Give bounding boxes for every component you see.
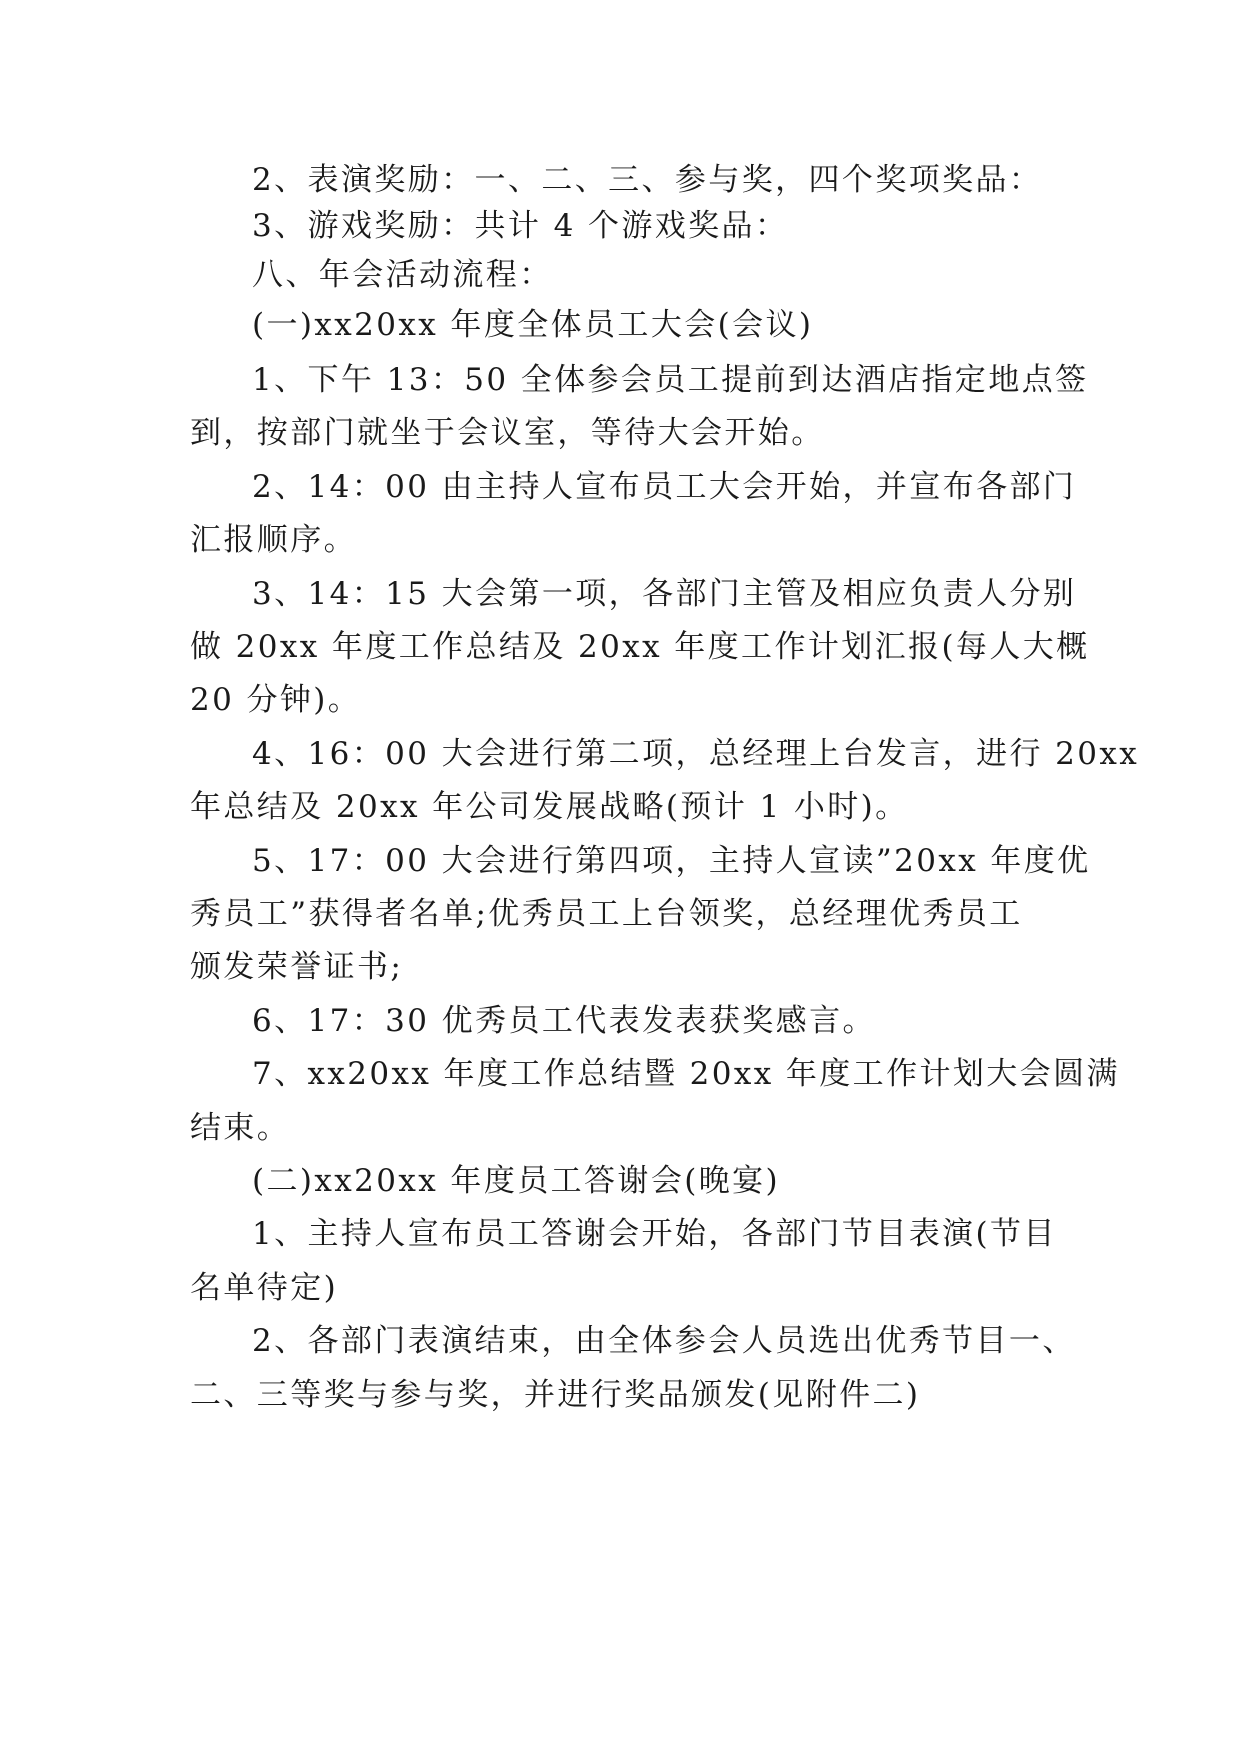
text-line: 名单待定) — [190, 1270, 339, 1306]
text-line: 2、各部门表演结束，由全体参会人员选出优秀节目一、 — [252, 1323, 1076, 1359]
text-line: 二、三等奖与参与奖，并进行奖品颁发(见附件二) — [190, 1377, 921, 1413]
text-line: 2、14：00 由主持人宣布员工大会开始，并宣布各部门 — [252, 469, 1077, 505]
text-line: 汇报顺序。 — [190, 522, 357, 558]
text-line: 结束。 — [190, 1110, 291, 1146]
text-line: 年总结及 20xx 年公司发展战略(预计 1 小时)。 — [190, 789, 909, 825]
text-line: 7、xx20xx 年度工作总结暨 20xx 年度工作计划大会圆满 — [252, 1056, 1120, 1092]
text-line: 6、17：30 优秀员工代表发表获奖感言。 — [252, 1003, 876, 1039]
text-line: 3、14：15 大会第一项，各部门主管及相应负责人分别 — [252, 576, 1077, 612]
text-line: 3、游戏奖励：共计 4 个游戏奖品： — [252, 208, 789, 244]
text-line: 颁发荣誉证书; — [190, 949, 404, 985]
text-line: 1、下午 13：50 全体参会员工提前到达酒店指定地点签 — [252, 362, 1089, 398]
subsection-heading: (二)xx20xx 年度员工答谢会(晚宴) — [252, 1163, 781, 1199]
text-line: 到，按部门就坐于会议室，等待大会开始。 — [190, 415, 825, 451]
text-line: 做 20xx 年度工作总结及 20xx 年度工作计划汇报(每人大概 — [190, 629, 1090, 665]
subsection-heading: (一)xx20xx 年度全体员工大会(会议) — [252, 307, 814, 343]
text-line: 20 分钟)。 — [190, 682, 362, 718]
section-heading: 八、年会活动流程： — [252, 257, 553, 293]
text-line: 2、表演奖励：一、二、三、参与奖，四个奖项奖品： — [252, 162, 1043, 198]
text-line: 1、主持人宣布员工答谢会开始，各部门节目表演(节目 — [252, 1216, 1057, 1252]
text-line: 5、17：00 大会进行第四项，主持人宣读”20xx 年度优 — [252, 843, 1091, 879]
text-line: 4、16：00 大会进行第二项，总经理上台发言，进行 20xx — [252, 736, 1140, 772]
text-line: 秀员工”获得者名单;优秀员工上台领奖，总经理优秀员工 — [190, 896, 1023, 932]
